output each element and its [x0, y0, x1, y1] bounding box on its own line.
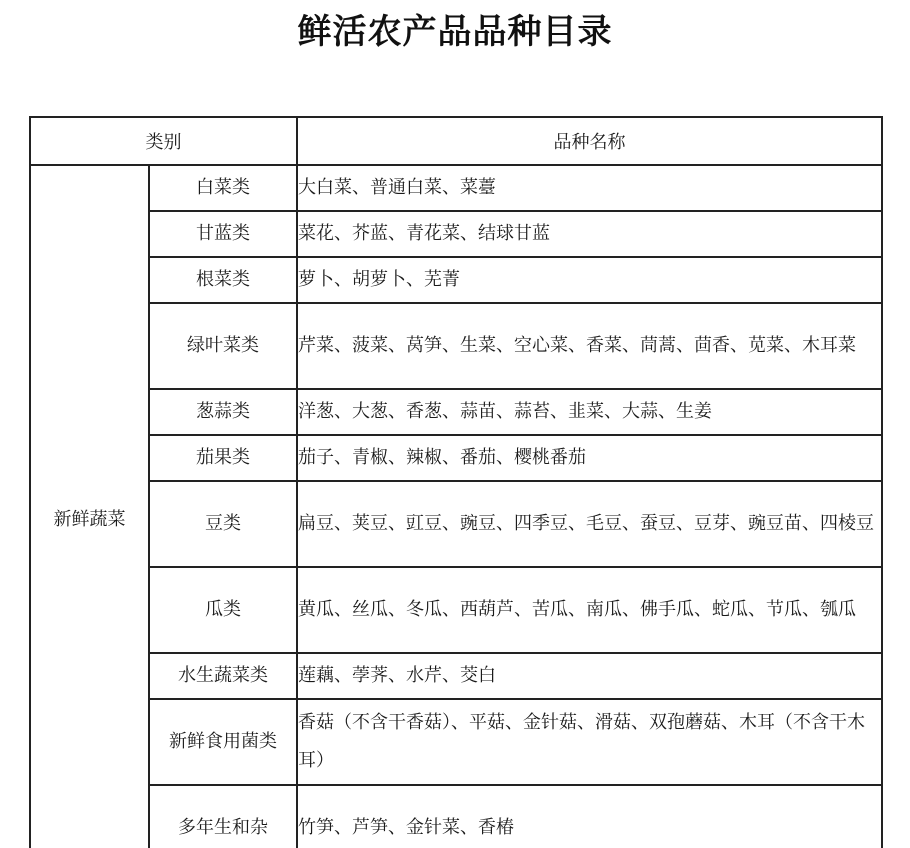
varieties-cell: 茄子、青椒、辣椒、番茄、樱桃番茄	[297, 435, 882, 481]
table-row	[30, 481, 882, 567]
table-row	[30, 653, 882, 699]
varieties-cell: 竹笋、芦笋、金针菜、香椿	[297, 785, 882, 848]
subcategory-cell: 瓜类	[149, 567, 297, 653]
header-variety-name: 品种名称	[297, 117, 882, 165]
varieties-cell: 莲藕、荸荠、水芹、茭白	[297, 653, 882, 699]
subcategory-cell: 葱蒜类	[149, 389, 297, 435]
varieties-cell: 洋葱、大葱、香葱、蒜苗、蒜苔、韭菜、大蒜、生姜	[297, 389, 882, 435]
varieties-cell: 萝卜、胡萝卜、芜菁	[297, 257, 882, 303]
varieties-cell: 芹菜、菠菜、莴笋、生菜、空心菜、香菜、茼蒿、茴香、苋菜、木耳菜	[297, 303, 882, 389]
table-row	[30, 389, 882, 435]
subcategory-cell: 白菜类	[149, 165, 297, 211]
variety-catalog-table	[29, 116, 883, 848]
page-title: 鲜活农产品品种目录	[297, 12, 613, 52]
subcategory-cell: 豆类	[149, 481, 297, 567]
table-row	[30, 211, 882, 257]
subcategory-cell: 水生蔬菜类	[149, 653, 297, 699]
table-header-row	[30, 117, 882, 165]
subcategory-cell: 新鲜食用菌类	[149, 699, 297, 785]
varieties-cell: 扁豆、荚豆、豇豆、豌豆、四季豆、毛豆、蚕豆、豆芽、豌豆苗、四棱豆	[297, 481, 882, 567]
table-row	[30, 435, 882, 481]
varieties-cell: 香菇（不含干香菇）、平菇、金针菇、滑菇、双孢蘑菇、木耳（不含干木耳）	[297, 699, 882, 785]
table-row	[30, 257, 882, 303]
subcategory-cell: 甘蓝类	[149, 211, 297, 257]
table-row	[30, 567, 882, 653]
table-row	[30, 165, 882, 211]
subcategory-cell: 多年生和杂	[149, 785, 297, 848]
table-row	[30, 303, 882, 389]
varieties-cell: 大白菜、普通白菜、菜薹	[297, 165, 882, 211]
varieties-cell: 菜花、芥蓝、青花菜、结球甘蓝	[297, 211, 882, 257]
table-row	[30, 785, 882, 848]
category-cell: 新鲜蔬菜	[30, 165, 149, 848]
header-category: 类别	[30, 117, 297, 165]
table-row	[30, 699, 882, 785]
varieties-cell: 黄瓜、丝瓜、冬瓜、西葫芦、苦瓜、南瓜、佛手瓜、蛇瓜、节瓜、瓠瓜	[297, 567, 882, 653]
subcategory-cell: 茄果类	[149, 435, 297, 481]
subcategory-cell: 根菜类	[149, 257, 297, 303]
subcategory-cell: 绿叶菜类	[149, 303, 297, 389]
